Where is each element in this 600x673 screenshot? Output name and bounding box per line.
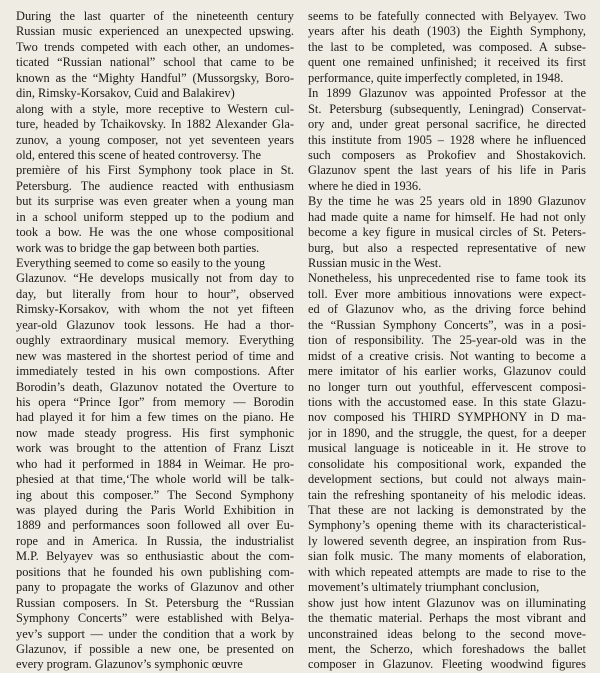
text-column-right [308,9,586,673]
text-line: ing about this composer.” The Second Symphony [16,487,294,502]
text-line: but its surprise was even greater when a young man [16,194,294,209]
text-line: 1889 and performances soon followed all over Eu- [16,518,294,533]
text-line: new was mastered in the shortest period of time and [16,348,294,363]
text-line: burg, but also a respected representative of new [308,240,586,255]
text-line: the “Russian Symphony Concerts”, was in a posi- [308,317,586,332]
text-line: Symphony Concerts” were established with Belya- [16,611,294,626]
text-line: day, but literally from hour to hour”, observed [16,286,294,301]
text-line: Two trends competed with each other, an undomes- [16,39,294,54]
text-line: mere imitator of his earlier works, Glazunov could [308,364,586,379]
text-line: the last to be completed, was composed. A subse- [308,39,586,54]
text-line: tions with the accustomed ease. In this state Glazu- [308,394,586,409]
text-line: in a school uniform stepped up to the podium and [16,209,294,224]
text-line: yev’s support — under the condition that a work by [16,626,294,641]
text-line: with which repeated attempts are made to rise to the [308,564,586,579]
text-line: show just how intent Glazunov was on illuminating [308,595,586,610]
text-line: din, Rimsky-Korsakov, Cuid and Balakirev) [16,86,235,101]
text-line: nov composed his THIRD SYMPHONY in D ma- [308,410,586,425]
text-line: Symphony’s opening theme with its characteristical- [308,518,586,533]
text-line: development sections, but could not always main- [308,472,586,487]
text-line: M.P. Belyayev was so enthusiastic about the com- [16,549,294,564]
text-line: In 1899 Glazunov was appointed Professor at the [308,86,586,101]
text-line: St. Petersburg (subsequently, Leningrad) Conservat- [308,101,586,116]
text-line: oughly extraordinary musical memory. Everything [16,333,294,348]
text-line: had played it for him a few times on the piano. He [16,410,294,425]
text-line: toll. Ever more ambitious innovations were expect- [308,286,586,301]
text-line: where he died in 1936. [308,178,422,193]
text-line: become a key figure in musical circles of St. Peters- [308,225,586,240]
text-line: ment, the Scherzo, which foreshadows the ballet [308,641,586,656]
text-line: his opera “Prince Igor” from memory — Borodin [16,394,294,409]
text-line: was played during the Paris World Exhibition in [16,503,294,517]
text-line: Russian music in the West. [308,256,442,270]
text-line: Glazunov, if possible a new one, be presented on [16,641,294,656]
text-line: no longer turn out youthful, effervescent composi- [308,379,586,394]
text-line: midst of a creative crisis. Not wanting to become a [308,348,586,363]
text-line: ed of Glazunov who, as the driving force behind [308,302,586,317]
text-line: Borodin’s death, Glazunov notated the Overture to [16,379,294,394]
text-line: Petersburg. The audience reacted with enthusiasm [16,178,294,193]
text-line: ticated “Russian national” school that came to be [16,55,294,70]
text-line: along with a style, more receptive to Western cul- [16,101,294,116]
text-line: year-old Glazunov took lessons. He had a thor- [16,317,294,332]
text-line: known as the “Mighty Handful” (Mussorgsky, Boro- [16,70,294,85]
text-line: première of his First Symphony took place in St. [16,163,294,178]
text-line: Rimsky-Korsakov, with whom the not yet fifteen [16,302,294,317]
text-line: Nonetheless, his unprecedented rise to fame took its [308,271,586,286]
text-line: ture, headed by Tchaikovsky. In 1882 Alexander Gla- [16,117,294,132]
text-line: composer in Glazunov. Fleeting woodwind figures [308,657,586,672]
text-line: tion of responsibility. The 25-year-old was in the [308,333,586,348]
text-line: quent one remained unfinished; it received its first [308,55,586,70]
text-line: ly lowered seventh degree, an inspiration from Rus- [308,533,586,548]
text-line: Russian music experienced an unexpected upswing. [16,24,294,39]
text-line: took a bow. He was the one whose compositional [16,225,294,240]
text-line: old, entered this scene of heated controversy. The [16,147,261,162]
text-line: this institute from 1905 – 1928 where he influenced [308,132,586,147]
text-line: every program. Glazunov’s symphonic œuvre [16,657,243,672]
text-line: By the time he was 25 years old in 1890 Glazunov [308,194,586,209]
text-line: sian folk music. The many moments of elaboration, [308,549,586,564]
text-line: seems to be fatefully connected with Belyayev. Two [308,9,586,23]
text-line: rope and in America. In Russia, the industrialist [16,533,294,548]
text-line: consolidate his compositional work, expanded the [308,456,586,471]
text-line: work was to bridge the gap between both parties. [16,240,260,255]
text-line: That these are not lacking is demonstrated by the [308,503,586,517]
text-line: ory and, under great personal sacrifice, he directed [308,117,586,132]
text-line: Glazunov. “He develops musically not from day to [16,271,294,286]
text-line: now made steady progress. His first symphonic [16,425,294,440]
text-line: During the last quarter of the nineteenth century [16,9,294,23]
text-line: zunov, a young composer, not yet seventeen years [16,132,294,147]
text-line: immediately tested in his own compostions. After [16,364,294,379]
text-line: pany to propagate the works of Glazunov and other [16,580,294,595]
text-line: years after his death (1903) the Eighth Symphony, [308,24,586,39]
text-line: musical language is noticeable in it. He strove to [308,441,586,456]
text-line: had made quite a name for himself. He had not only [308,209,586,224]
text-line: Everything seemed to come so easily to the young [16,256,266,270]
text-column-left [16,9,294,673]
text-line: unconstrained ideas belong to the second move- [308,626,586,641]
text-line: phesied at that time,‘The whole world will be talk- [16,472,294,487]
text-line: work was brought to the attention of Franz Liszt [16,441,294,456]
text-line: movement’s ultimately triumphant conclusion, [308,580,540,595]
text-line: positions that he founded his own publishing com- [16,564,294,579]
text-line: such composers as Prokofiev and Shostakovich. [308,147,586,162]
text-line: Glazunov spent the last years of his life in Paris [308,163,586,178]
text-line: jor in 1890, and the struggle, the quest, for a deeper [308,425,586,440]
text-line: Russian composers. In St. Petersburg the “Russian [16,595,294,610]
text-line: the thematic material. Perhaps the most vibrant and [308,611,586,626]
text-line: performance, quite imperfectly completed, in 1948. [308,70,564,85]
text-line: tain the refreshing spontaneity of his melodic ideas. [308,487,586,502]
text-line: who had it performed in 1884 in Weimar. He pro- [16,456,294,471]
